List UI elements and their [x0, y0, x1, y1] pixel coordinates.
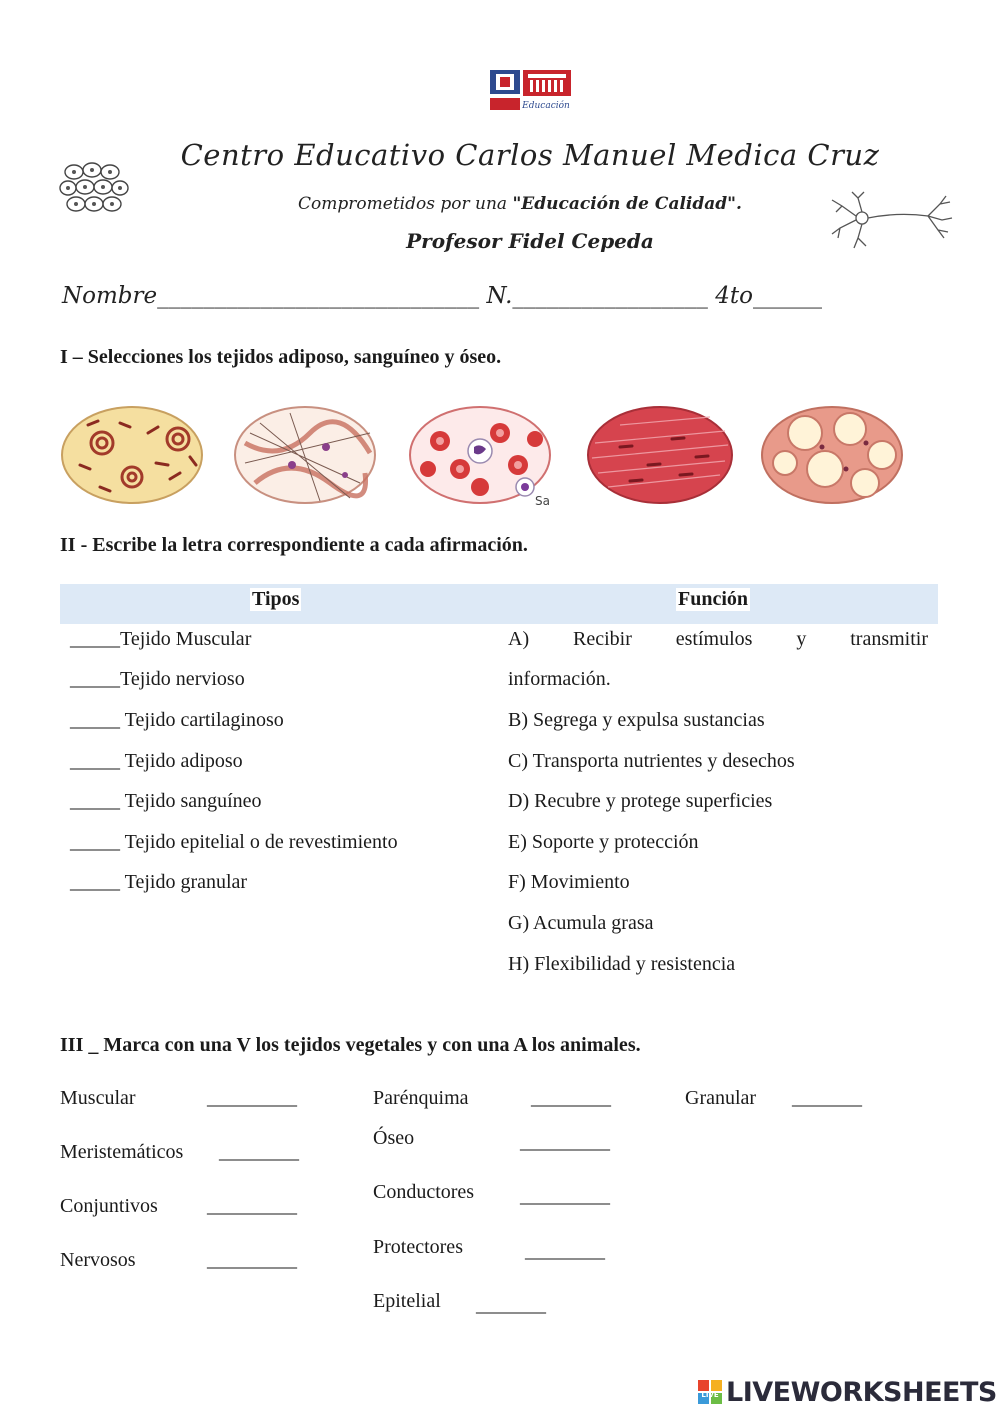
- classify-blank-protectores[interactable]: ________: [525, 1240, 605, 1262]
- school-name: Centro Educativo Carlos Manuel Medica Cruz: [180, 138, 880, 172]
- ministry-logo: [490, 70, 572, 112]
- blood-tissue-image[interactable]: [410, 407, 550, 508]
- function-item-a-cont: información.: [508, 668, 611, 690]
- function-item-d: D) Recubre y protege superficies: [508, 790, 773, 812]
- tissue-images-strip: [60, 403, 910, 508]
- bone-tissue-image[interactable]: [62, 407, 202, 503]
- function-item-b: B) Segrega y expulsa sustancias: [508, 709, 765, 731]
- function-item-a: A) Recibir estímulos y transmitir: [508, 628, 928, 650]
- liveworksheets-watermark: [698, 1376, 997, 1408]
- adipose-tissue-image[interactable]: [762, 407, 902, 503]
- function-item-f: F) Movimiento: [508, 871, 630, 893]
- motto-quote: "Educación de Calidad".: [512, 194, 742, 214]
- classify-label-protectores: Protectores: [373, 1236, 463, 1258]
- name-field[interactable]: ____________________________: [157, 283, 480, 309]
- function-item-g: G) Acumula grasa: [508, 912, 654, 934]
- svg-text:Sa: Sa: [535, 494, 550, 508]
- classify-label-nervosos: Nervosos: [60, 1249, 136, 1271]
- classify-label-conductores: Conductores: [373, 1181, 475, 1203]
- watermark-text: LIVEWORKSHEETS: [726, 1376, 997, 1408]
- function-item-c: C) Transporta nutrientes y desechos: [508, 750, 795, 772]
- section-2-title: II - Escribe la letra correspondiente a cada afirmación.: [60, 534, 528, 556]
- school-motto: [240, 194, 800, 214]
- classify-label-oseo: Óseo: [373, 1127, 415, 1149]
- motto-prefix: Comprometidos por una: [298, 194, 513, 214]
- classify-label-epitelial: Epitelial: [373, 1290, 441, 1312]
- svg-text:LIVE: LIVE: [701, 1391, 719, 1399]
- section-3-title: III _ Marca con una V los tejidos vegetales y con una A los animales.: [60, 1034, 641, 1056]
- muscle-tissue-image[interactable]: [588, 407, 732, 503]
- classify-label-meristematicos: Meristemáticos: [60, 1141, 184, 1163]
- classify-label-muscular: Muscular: [60, 1087, 136, 1109]
- function-item-h: H) Flexibilidad y resistencia: [508, 953, 736, 975]
- classify-blank-conjuntivos[interactable]: _________: [207, 1195, 297, 1217]
- liveworksheets-badge-icon: [698, 1380, 722, 1404]
- epithelial-cells-icon: [58, 158, 130, 218]
- student-info-line: [62, 283, 942, 309]
- classify-blank-granular[interactable]: _______: [792, 1087, 862, 1109]
- classify-label-granular: Granular: [685, 1087, 757, 1109]
- classify-blank-parenquima[interactable]: ________: [531, 1087, 611, 1109]
- grade-field[interactable]: ______: [752, 283, 822, 309]
- type-item-nervioso[interactable]: _____Tejido nervioso: [70, 668, 245, 690]
- classify-blank-epitelial[interactable]: _______: [476, 1294, 546, 1316]
- type-item-epitelial[interactable]: _____ Tejido epitelial o de revestimiento: [70, 831, 398, 853]
- svg-text:Educación: Educación: [522, 101, 570, 111]
- grade-label: 4to: [715, 283, 753, 309]
- classify-blank-nervosos[interactable]: _________: [207, 1249, 297, 1271]
- type-item-cartilaginoso[interactable]: _____ Tejido cartilaginoso: [70, 709, 284, 731]
- classify-blank-muscular[interactable]: _________: [207, 1087, 297, 1109]
- classify-blank-meristematicos[interactable]: ________: [219, 1141, 299, 1163]
- name-label: Nombre: [62, 283, 158, 309]
- section-1-title: I – Selecciones los tejidos adiposo, sanguíneo y óseo.: [60, 346, 502, 368]
- number-field[interactable]: _________________: [512, 283, 708, 309]
- number-label: N.: [486, 283, 513, 309]
- teacher-name: Profesor Fidel Cepeda: [406, 229, 654, 253]
- classify-blank-conductores[interactable]: _________: [520, 1185, 610, 1207]
- classify-label-parenquima: Parénquima: [373, 1087, 469, 1109]
- classify-blank-oseo[interactable]: _________: [520, 1131, 610, 1153]
- type-item-muscular[interactable]: _____Tejido Muscular: [70, 628, 252, 650]
- connective-tissue-image[interactable]: [235, 407, 375, 503]
- type-item-sanguineo[interactable]: _____ Tejido sanguíneo: [70, 790, 262, 812]
- type-item-granular[interactable]: _____ Tejido granular: [70, 871, 248, 893]
- neuron-icon: [828, 190, 954, 252]
- classify-label-conjuntivos: Conjuntivos: [60, 1195, 158, 1217]
- matching-table-header: [60, 584, 938, 624]
- column-header-function: Función: [678, 588, 749, 610]
- function-item-e: E) Soporte y protección: [508, 831, 699, 853]
- column-header-types: Tipos: [252, 588, 300, 610]
- type-item-adiposo[interactable]: _____ Tejido adiposo: [70, 750, 243, 772]
